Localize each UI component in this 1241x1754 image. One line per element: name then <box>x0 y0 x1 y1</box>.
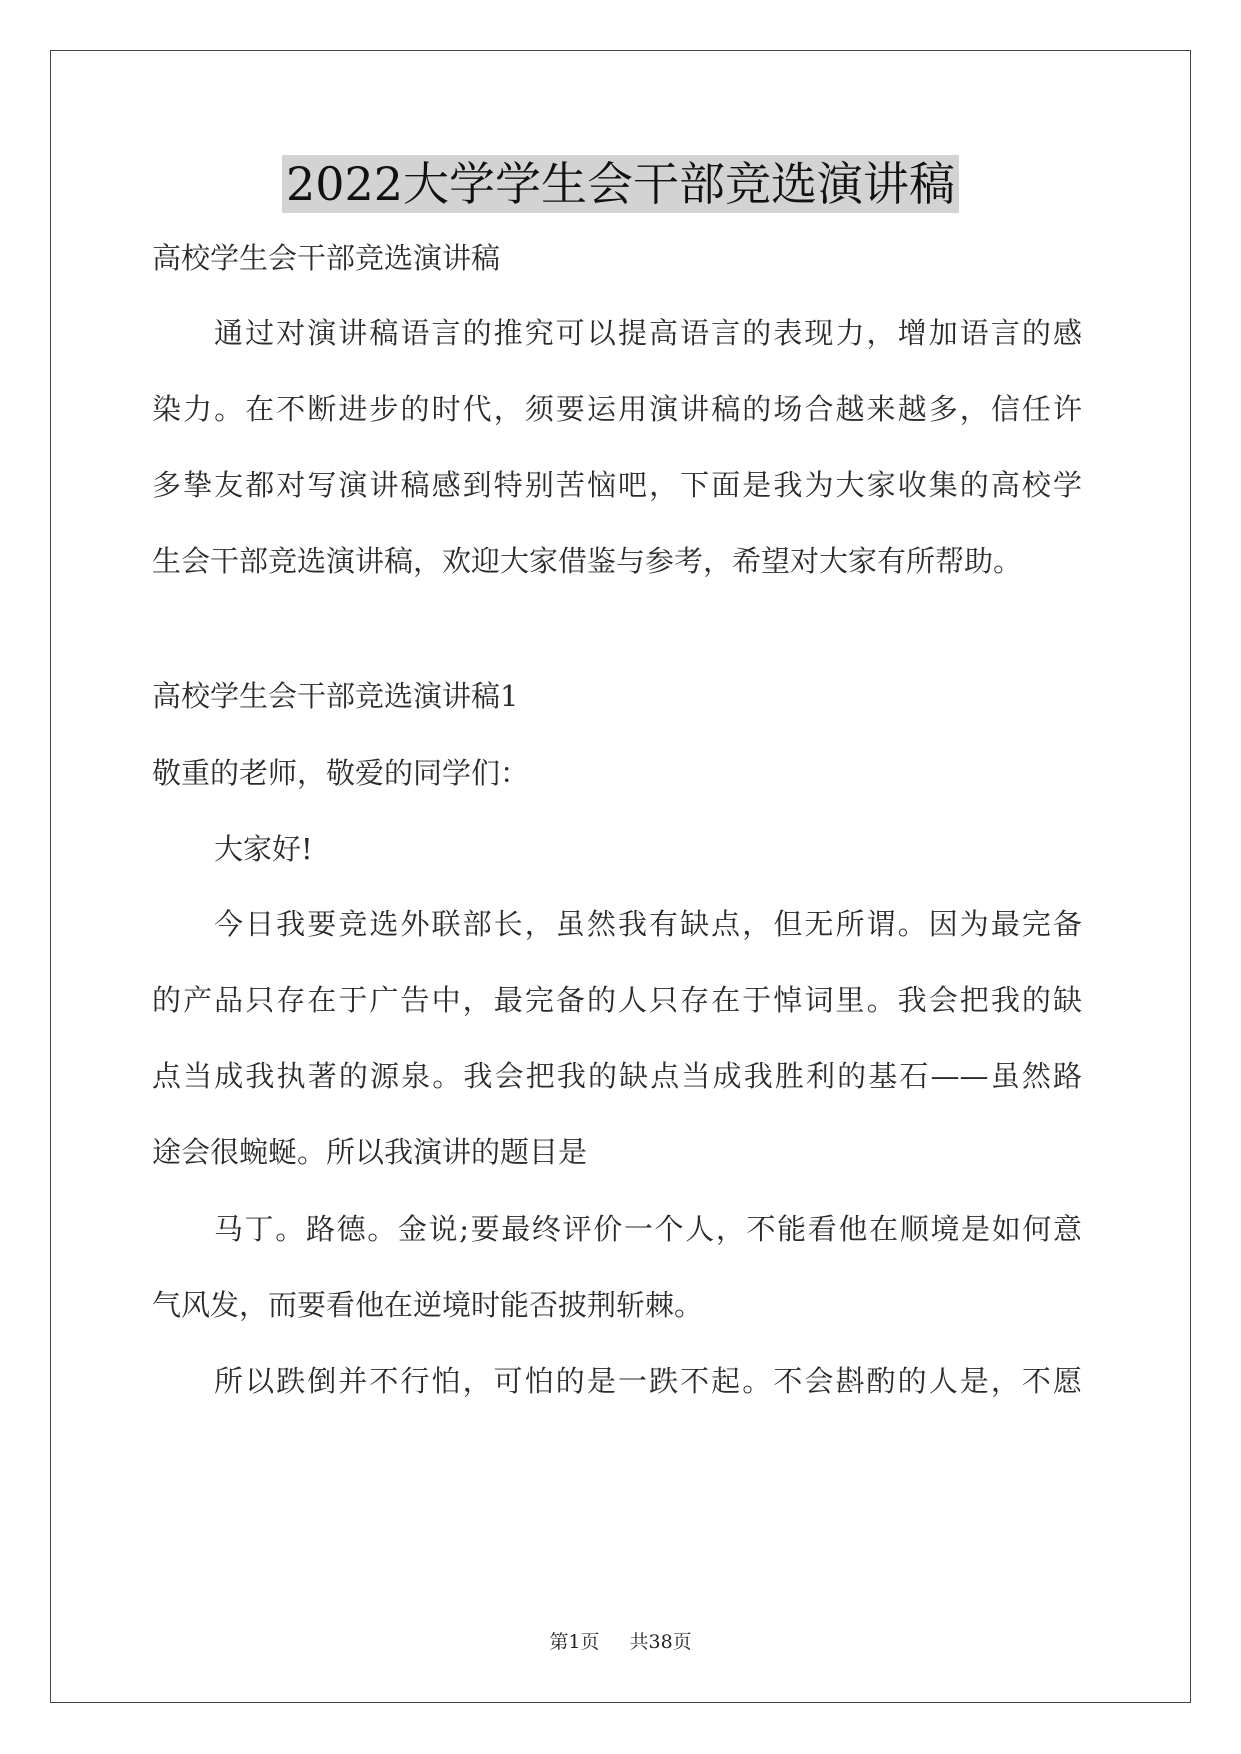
paragraph-line: 的产品只存在于广告中，最完备的人只存在于悼词里。我会把我的缺 <box>152 983 1082 1017</box>
title-container <box>0 155 1241 213</box>
greeting-line: 大家好! <box>214 832 313 866</box>
salutation-line: 敬重的老师，敬爱的同学们： <box>152 756 530 790</box>
paragraph-line: 通过对演讲稿语言的推究可以提高语言的表现力，增加语言的感 <box>214 316 1082 350</box>
page-footer <box>0 1627 1241 1654</box>
paragraph-line: 所以跌倒并不行怕，可怕的是一跌不起。不会斟酌的人是，不愿 <box>214 1364 1082 1398</box>
document-title: 2022大学学生会干部竞选演讲稿 <box>282 155 959 213</box>
paragraph-line: 气风发，而要看他在逆境时能否披荆斩棘。 <box>152 1288 704 1322</box>
paragraph-line: 点当成我执著的源泉。我会把我的缺点当成我胜利的基石——虽然路 <box>152 1059 1082 1093</box>
page-number: 第1页 <box>549 1631 600 1653</box>
page-total: 共38页 <box>629 1631 692 1653</box>
paragraph-line: 途会很蜿蜒。所以我演讲的题目是 <box>152 1135 588 1169</box>
subtitle-line: 高校学生会干部竞选演讲稿 <box>152 241 501 275</box>
paragraph-line: 染力。在不断进步的时代，须要运用演讲稿的场合越来越多，信任许 <box>152 392 1082 426</box>
paragraph-line: 生会干部竞选演讲稿，欢迎大家借鉴与参考，希望对大家有所帮助。 <box>152 544 1023 578</box>
page-border <box>50 50 1191 1703</box>
paragraph-line: 马丁。路德。金说;要最终评价一个人，不能看他在顺境是如何意 <box>214 1212 1082 1246</box>
paragraph-line: 多挚友都对写演讲稿感到特别苦恼吧，下面是我为大家收集的高校学 <box>152 468 1082 502</box>
paragraph-line: 今日我要竞选外联部长，虽然我有缺点，但无所谓。因为最完备 <box>214 907 1082 941</box>
section-heading: 高校学生会干部竞选演讲稿1 <box>152 679 519 713</box>
